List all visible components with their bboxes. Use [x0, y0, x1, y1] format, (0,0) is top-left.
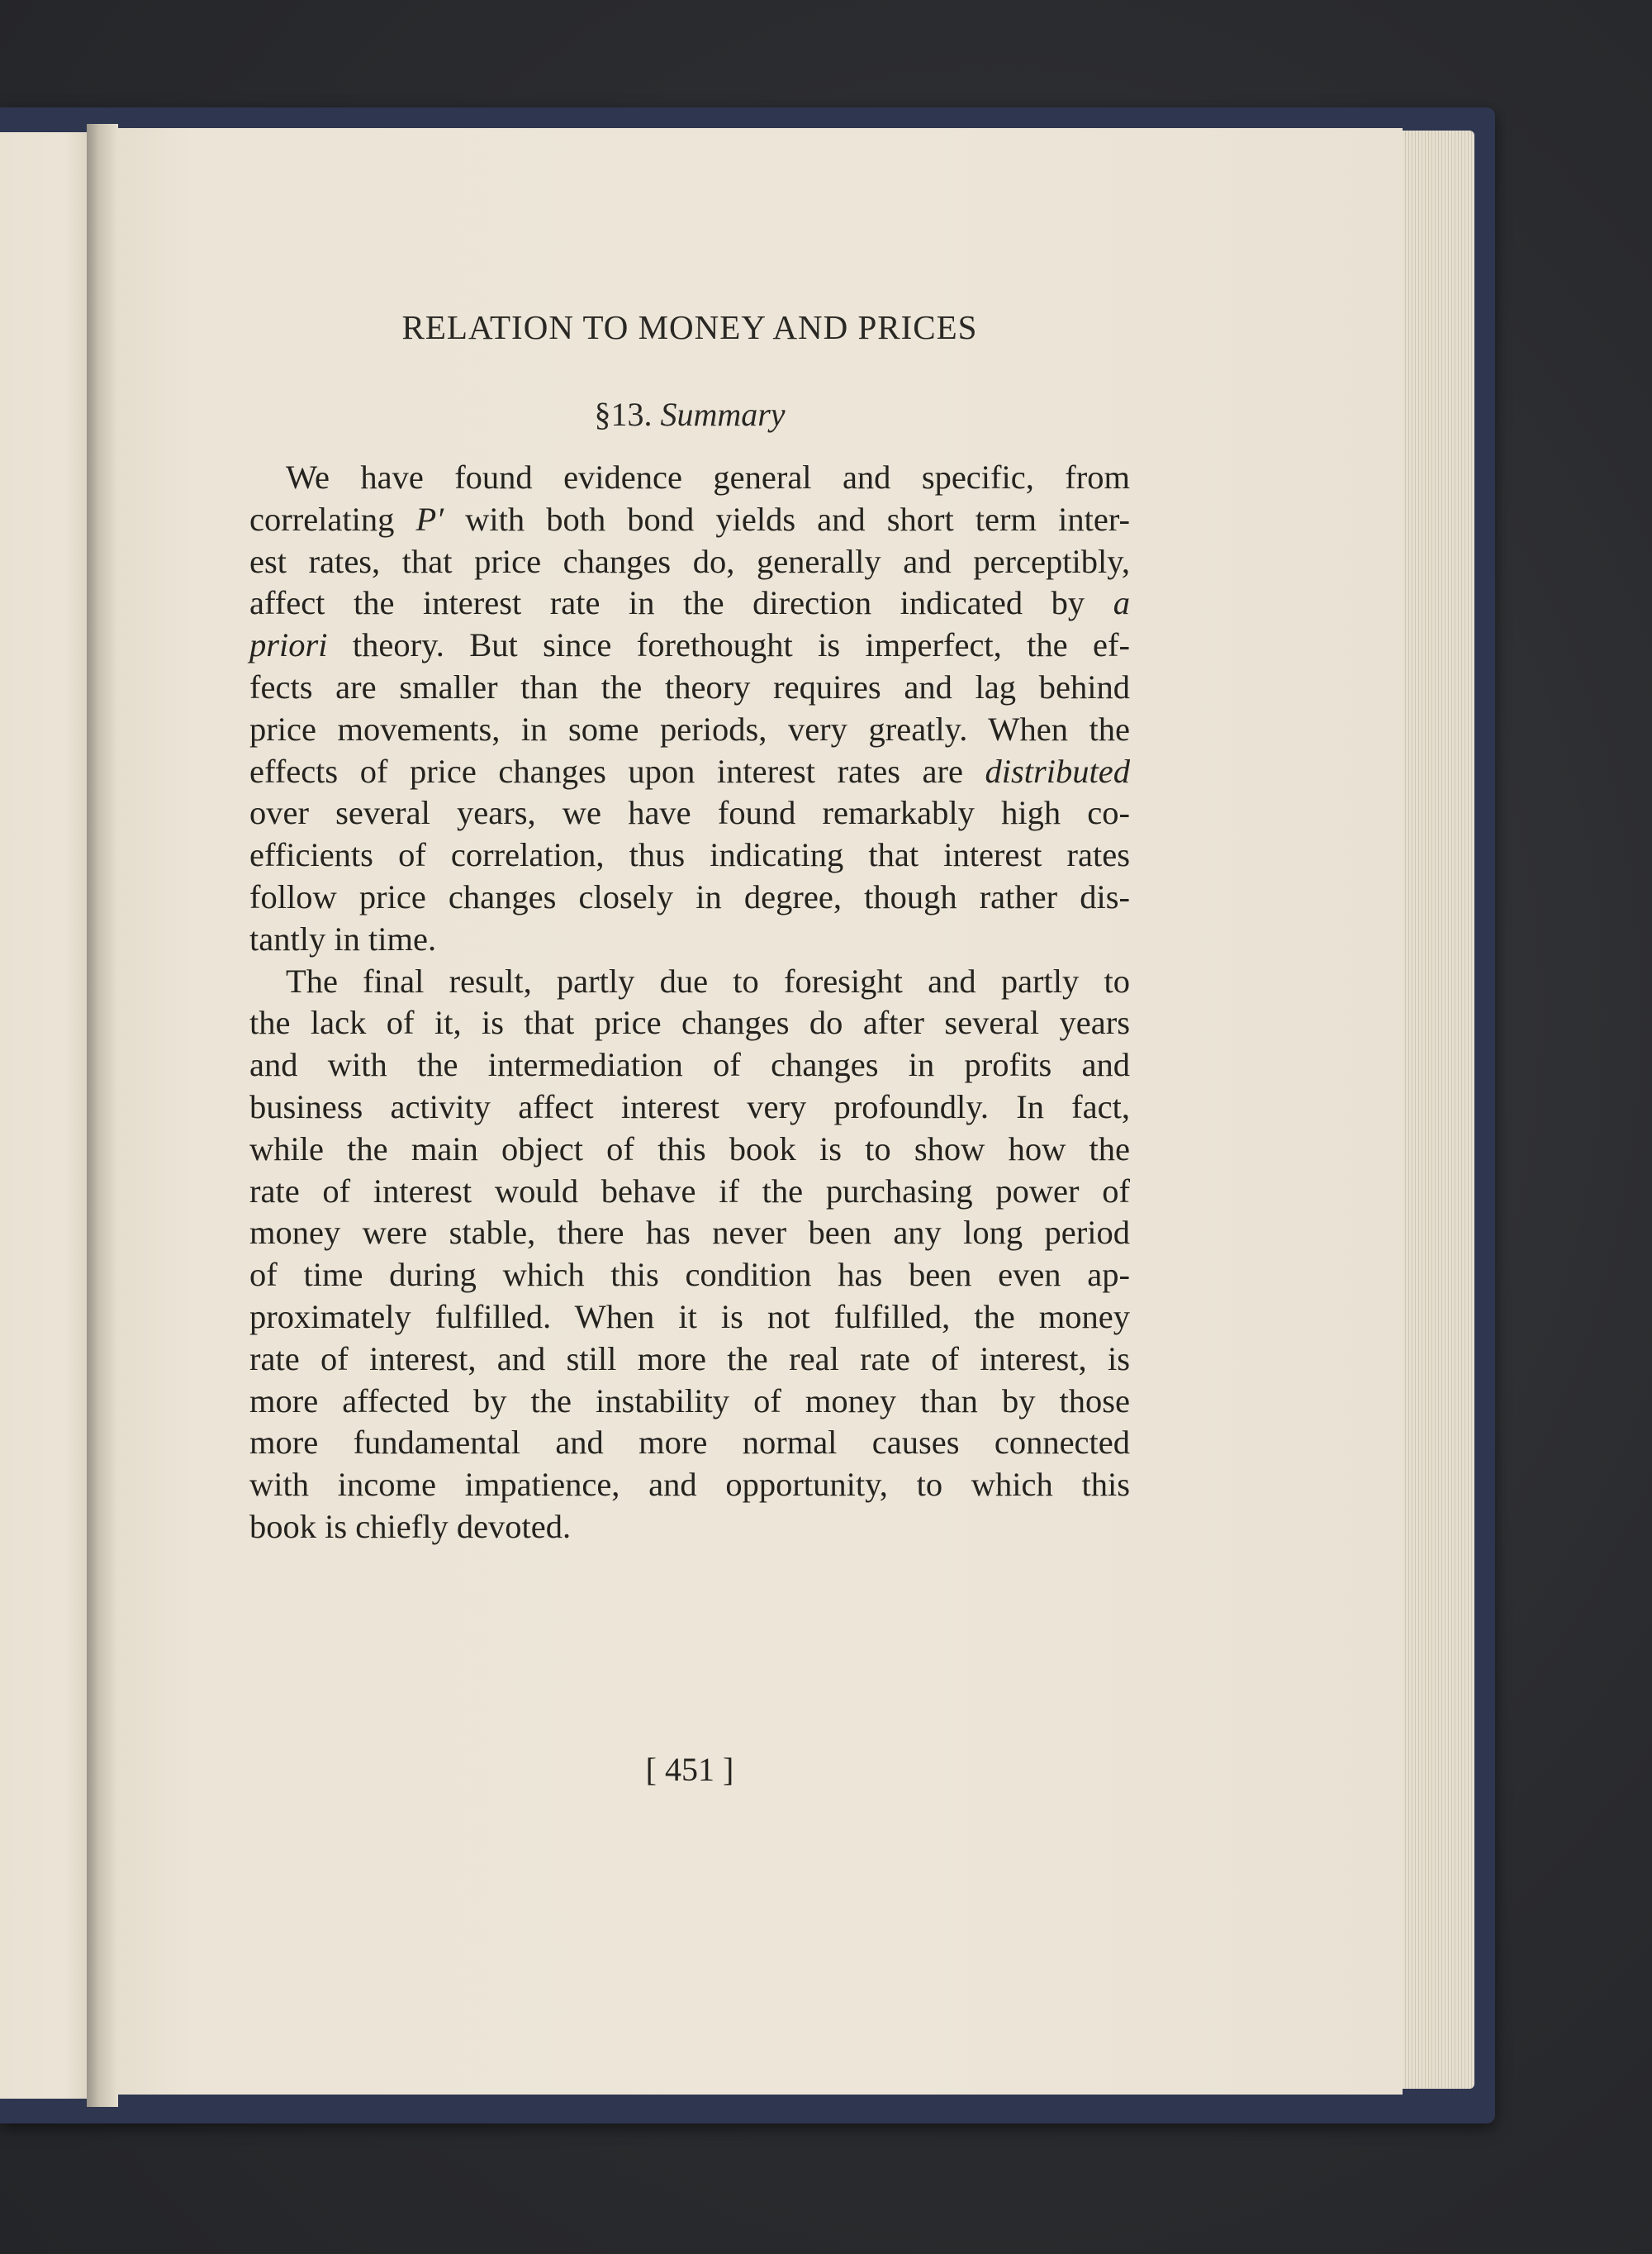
page-number: [ 451 ] [645, 1751, 734, 1788]
text-line: effects of price changes upon interest rates are distributed [249, 752, 1130, 790]
text-line: the lack of it, is that price changes do after several years [249, 1004, 1130, 1042]
text-line: efficients of correlation, thus indicating that interest rates [249, 836, 1130, 874]
section-number: §13. [594, 396, 653, 433]
text-line: more fundamental and more normal causes connected [249, 1424, 1130, 1462]
text-line: business activity affect interest very profoundly. In fact, [249, 1087, 1130, 1125]
text-line: money were stable, there has never been any long period [249, 1214, 1130, 1252]
text-line: affect the interest rate in the direction indicated by a [249, 584, 1130, 622]
body-text [249, 457, 1130, 1548]
text-line: fects are smaller than the theory requires and lag behind [249, 668, 1130, 706]
section-title [0, 395, 1379, 434]
text-line: more affected by the instability of money than by those [249, 1381, 1130, 1419]
text-line: The final result, partly due to foresight and partly to [286, 962, 1130, 1000]
text-line: price movements, in some periods, very greatly. When the [249, 710, 1130, 748]
text-line: and with the intermediation of changes in profits and [249, 1046, 1130, 1084]
text-line: est rates, that price changes do, generally and perceptibly, [249, 542, 1130, 580]
text-line: correlating P′ with both bond yields and short term inter- [249, 500, 1130, 538]
text-line: of time during which this condition has been even ap- [249, 1256, 1130, 1294]
text-line: proximately fulfilled. When it is not fulfilled, the money [249, 1297, 1130, 1335]
text-line: rate of interest, and still more the real rate of interest, is [249, 1339, 1130, 1377]
text-line: while the main object of this book is to show how the [249, 1129, 1130, 1167]
text-line: rate of interest would behave if the purchasing power of [249, 1172, 1130, 1210]
text-line: over several years, we have found remarkably high co- [249, 794, 1130, 832]
section-name: Summary [660, 396, 786, 433]
text-line: priori theory. But since forethought is imperfect, the ef- [249, 626, 1130, 664]
text-line: follow price changes closely in degree, though rather dis- [249, 877, 1130, 915]
page-edges [1396, 131, 1474, 2089]
text-line: book is chiefly devoted. [249, 1507, 572, 1545]
text-line: with income impatience, and opportunity, to which this [249, 1466, 1130, 1504]
text-line: We have found evidence general and specific, from [286, 459, 1130, 496]
running-head: RELATION TO MONEY AND PRICES [401, 308, 978, 346]
text-line: tantly in time. [249, 920, 437, 958]
